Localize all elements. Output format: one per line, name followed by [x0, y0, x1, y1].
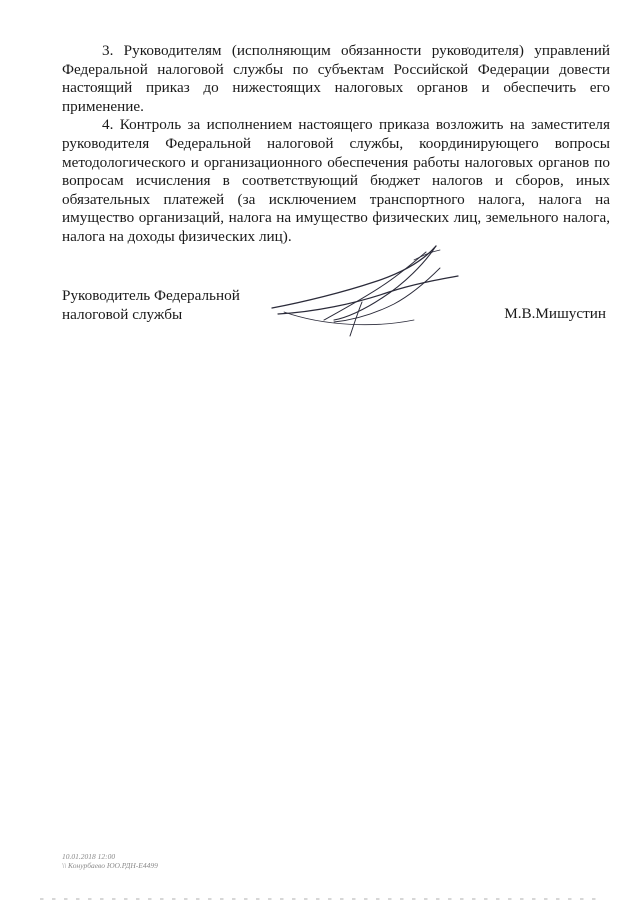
signatory-name: М.В.Мишустин — [504, 305, 606, 322]
paragraph-4: 4. Контроль за исполнением настоящего приказа возложить на заместителя руководителя Федеральной налоговой службы, координирующего вопросы методологического и организационного обеспечения работы налоговых органов по вопросам исчисления в соответствующий бюджет налогов и сборов, иных обязательных платежей (за исключением транспортного налога, налога на имущество организаций, налога на имущество физических лиц, земельного налога, налога на доходы физических лиц). — [62, 116, 610, 245]
footer-line-2: \\ Конурбаево ЮО.РДН-Е4499 — [62, 861, 158, 870]
signatory-title-line-1: Руководитель Федеральной — [62, 287, 240, 304]
footer-line-1: 10.01.2018 12:00 — [62, 852, 116, 861]
handwritten-signature — [264, 240, 464, 340]
scan-edge-artifact — [40, 898, 600, 900]
document-body — [62, 42, 610, 247]
paragraph-3: 3. Руководителям (исполняющим обязанности руководителя) управлений Федеральной налоговой службы по субъектам Российской Федерации довести настоящий приказ до нижестоящих налоговых органов и обеспечить его применение. — [62, 42, 610, 115]
footer-stamp — [62, 852, 158, 870]
signatory-title-line-2: налоговой службы — [62, 305, 183, 323]
signatory-title — [62, 287, 262, 324]
